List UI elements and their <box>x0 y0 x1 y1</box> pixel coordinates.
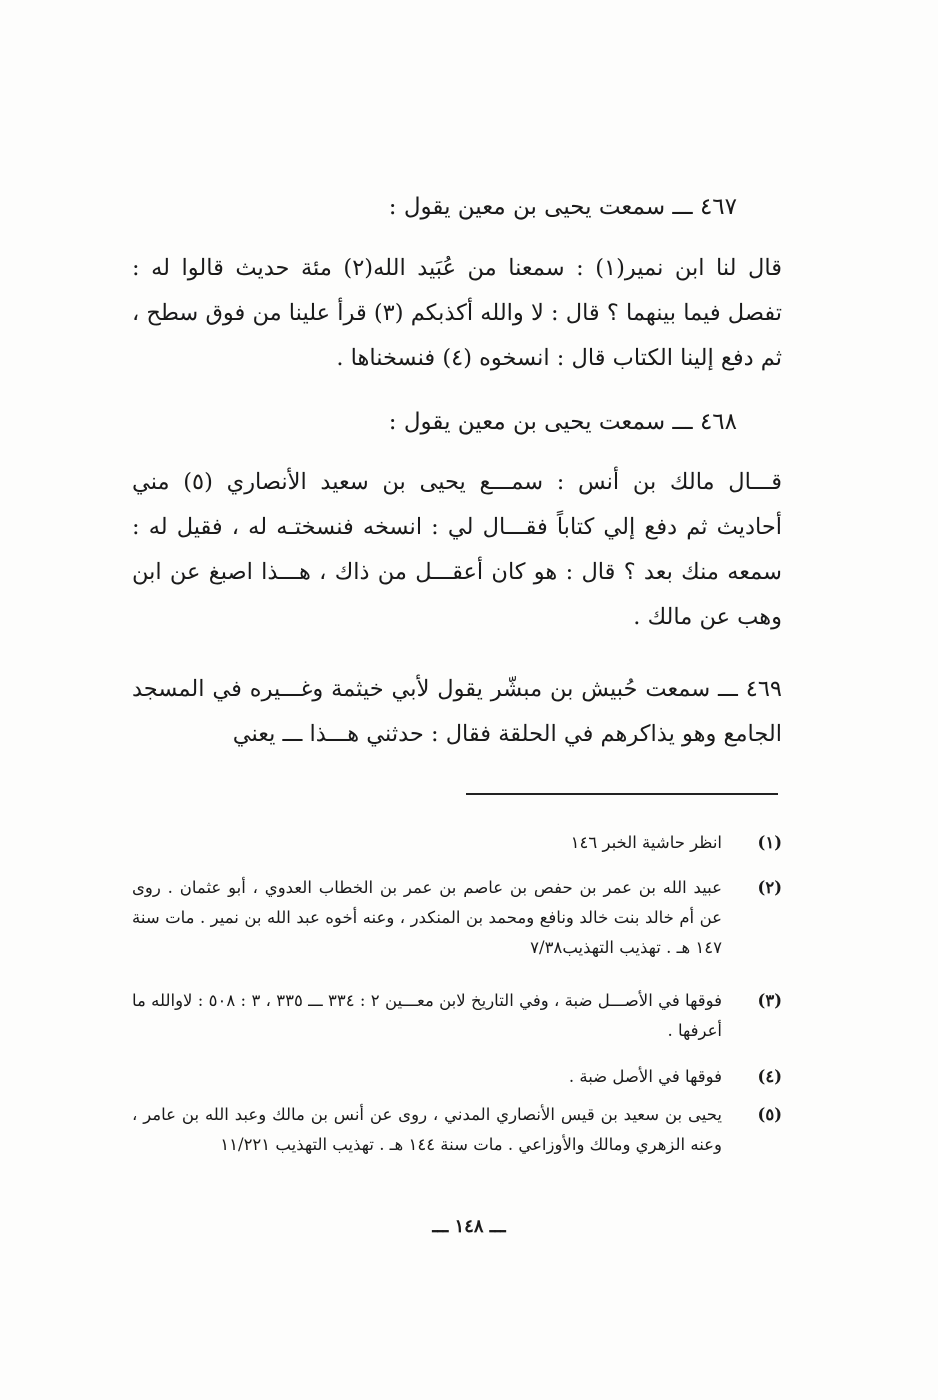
footnote-5 <box>132 1100 782 1192</box>
footnote-separator <box>466 793 778 795</box>
entry-paragraph-469: ٤٦٩ ـــ سمعت حُبيش بن مبشّر يقول لأبي خيثمة وغـــيره في المسجد الجامع وهو يذاكرهم في الحلقة فقال : حدثني هـــذا ـــ يعني <box>132 676 782 747</box>
footnote-number: (١) <box>757 833 782 852</box>
entry-paragraph-468: قـــال مالك بن أنس : سمـــع يحيى بن سعيد الأنصاري (٥) مني أحاديث ثم دفع إلي كتاباً فقـــال لي : انسخه فنسختـه له ، فقيل له : سمعه منك بعد ؟ قال : هو كان أعقـــل من ذاك ، هـــذا اصبغ عن ابن وهب عن مالك . <box>132 469 782 630</box>
page-number: ـــ ١٤٨ ـــ <box>432 1216 506 1237</box>
footnote-text: فوقها في الأصـــل ضبة ، وفي التاريخ لابن معـــين ٢ : ٣٣٤ ـــ ٣٣٥ ، ٣ : ٥٠٨ : لاوالله ما أعرفها . <box>132 991 722 1040</box>
footnote-text: فوقها في الأصل ضبة . <box>568 1067 722 1086</box>
footnote-number: (٥) <box>757 1105 782 1124</box>
footnote-text: يحيى بن سعيد بن قيس الأنصاري المدني ، روى عن أنس بن مالك وعبد الله بن عامر ، وعنه الزهري ومالك والأوزاعي . مات سنة ١٤٤ هـ . تهذيب التهذيب ١١/٢٢١ <box>132 1105 722 1154</box>
entry-paragraph-467: قال لنا ابن نمير(١) : سمعنا من عُبَيد الله(٢) مئة حديث قالوا له : تفصل فيما بينهما ؟ قال : لا والله أكذبكم (٣) قرأ علينا من فوق سطح ، ثم دفع إلينا الكتاب قال : انسخوه (٤) فنسخناها . <box>132 255 783 371</box>
footnote-text: عبيد الله بن عمر بن حفص بن عاصم بن عمر بن الخطاب العدوي ، أبو عثمان . روى عن أم خالد بنت خالد ونافع ومحمد بن المنكدر ، وعنه أخوه عبد الله بن نمير . مات سنة ١٤٧ هـ . تهذيب التهذيب٧/٣٨ <box>132 878 722 957</box>
footnote-text: انظر حاشية الخبر ١٤٦ <box>570 833 722 852</box>
footnote-number: (٣) <box>757 991 782 1010</box>
footnote-4 <box>132 1062 782 1092</box>
footnote-1 <box>132 828 782 858</box>
footnote-number: (٤) <box>757 1067 782 1086</box>
footnote-2 <box>132 873 782 965</box>
footnote-number: (٢) <box>757 878 782 897</box>
entry-heading-467: ٤٦٧ ـــ سمعت يحيى بن معين يقول : <box>388 194 737 220</box>
entry-heading-468: ٤٦٨ ـــ سمعت يحيى بن معين يقول : <box>388 409 737 435</box>
footnote-3 <box>132 986 782 1048</box>
